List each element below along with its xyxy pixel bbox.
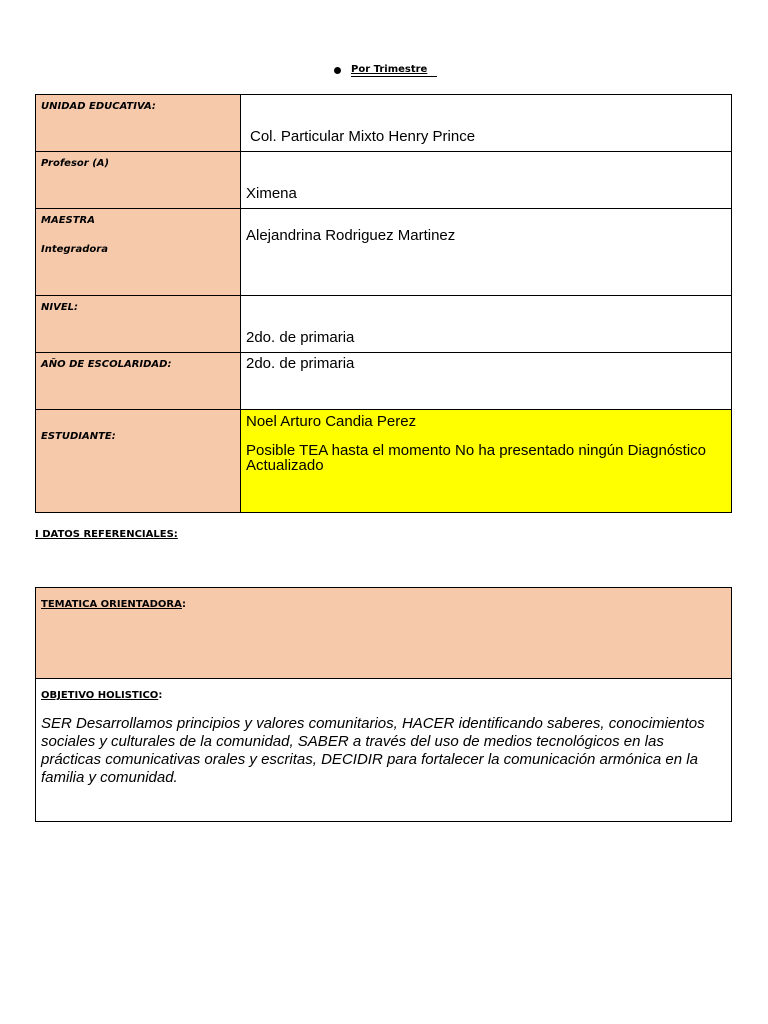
objetivo-cell (36, 679, 732, 822)
nivel-value-cell (241, 296, 732, 353)
unidad-label: UNIDAD EDUCATIVA: (36, 95, 241, 152)
profesor-label: Profesor (A) (36, 152, 241, 209)
header-bullet (334, 64, 437, 77)
estudiante-value-cell (241, 410, 732, 513)
profesor-value: Ximena (246, 185, 297, 202)
estudiante-label: ESTUDIANTE: (41, 431, 116, 442)
header-title: Por Trimestre (351, 64, 437, 77)
table-row (36, 209, 732, 296)
estudiante-name: Noel Arturo Candia Perez (246, 413, 417, 430)
table-row (36, 679, 732, 822)
unidad-value-cell (241, 95, 732, 152)
table-row (36, 296, 732, 353)
estudiante-label-cell (36, 410, 241, 513)
maestra-value-cell (241, 209, 732, 296)
section-title: I DATOS REFERENCIALES: (35, 529, 178, 540)
tematica-label: TEMATICA ORIENTADORA: (41, 599, 187, 610)
nivel-value: 2do. de primaria (246, 329, 355, 346)
estudiante-note: Posible TEA hasta el momento No ha presentado ningún Diagnóstico Actualizado (246, 442, 707, 474)
table-row (36, 410, 732, 513)
objetivo-text: SER Desarrollamos principios y valores comunitarios, HACER identificando saberes, conocimientos sociales y culturales de la comunidad, SABER a través del uso de medios tecnológicos en las prácticas comunicativas orales y escritas, DECIDIR para fortalecer la comunicación armónica en la familia y comunidad. (41, 715, 705, 786)
table-row (36, 152, 732, 209)
tematica-cell (36, 588, 732, 679)
objectives-table (35, 587, 732, 822)
unidad-value: Col. Particular Mixto Henry Prince (250, 128, 476, 145)
maestra-sublabel: Integradora (41, 244, 108, 255)
info-table (35, 94, 732, 513)
objetivo-label: OBJETIVO HOLISTICO: (41, 690, 163, 701)
table-row (36, 353, 732, 410)
anio-value: 2do. de primaria (246, 355, 355, 372)
maestra-label: MAESTRA (41, 215, 95, 226)
maestra-value: Alejandrina Rodriguez Martinez (246, 227, 456, 244)
profesor-value-cell (241, 152, 732, 209)
table-row (36, 588, 732, 679)
table-row (36, 95, 732, 152)
bullet-dot-icon (334, 67, 341, 74)
nivel-label: NIVEL: (36, 296, 241, 353)
anio-label: AÑO DE ESCOLARIDAD: (36, 353, 241, 410)
anio-value-cell (241, 353, 732, 410)
maestra-label-cell (36, 209, 241, 296)
